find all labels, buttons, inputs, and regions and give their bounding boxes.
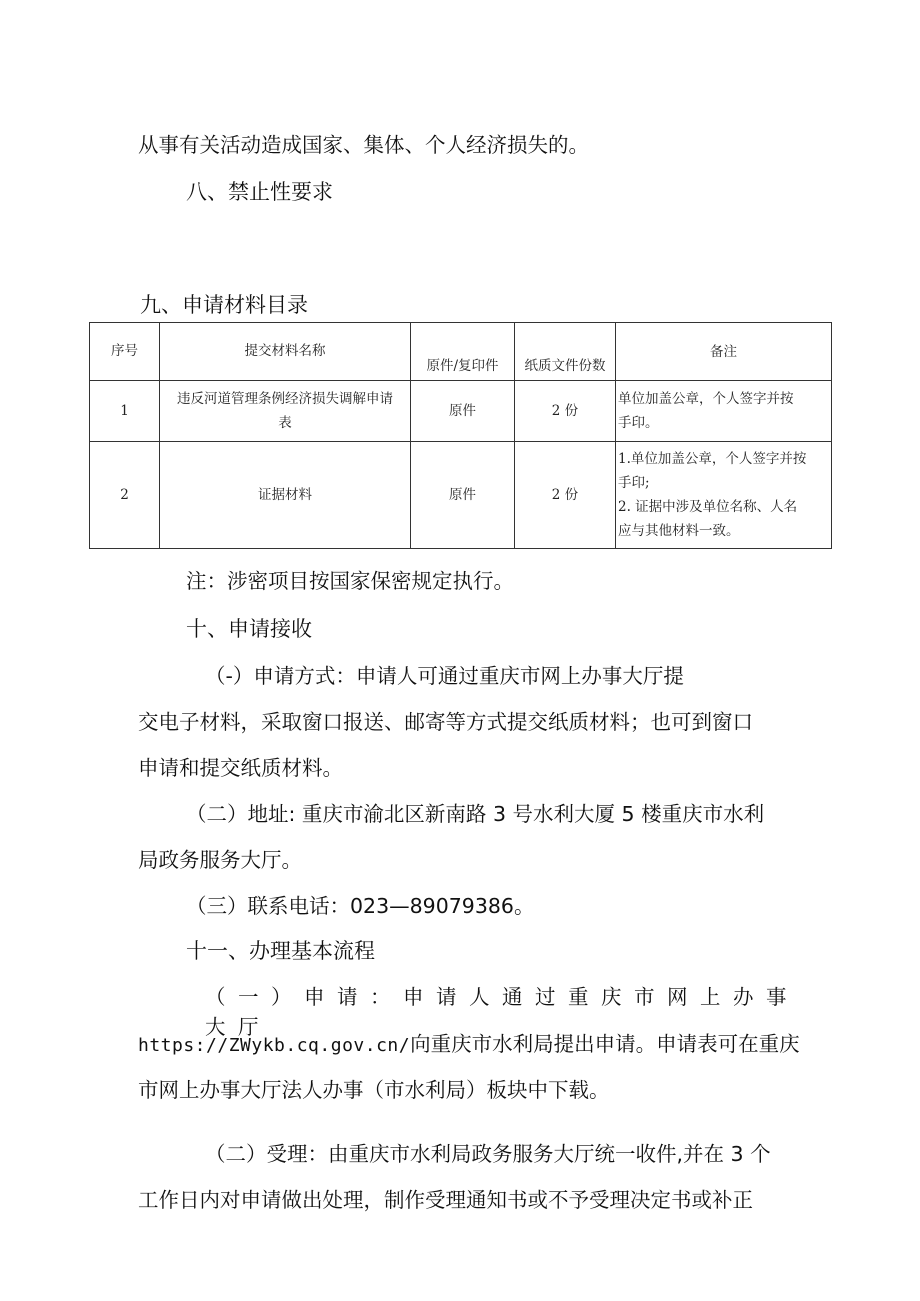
table-row: [90, 381, 832, 442]
header-paper-copies: 纸质文件份数: [515, 323, 616, 381]
flow-accept-line1: （二）受理：由重庆市水利局政务服务大厅统一收件,并在 3 个: [205, 1142, 771, 1166]
section-10-heading: 十、申请接收: [186, 617, 312, 641]
remark-line: 1.单位加盖公章，个人签字并按: [618, 451, 807, 467]
materials-table: [89, 322, 832, 549]
header-seq: 序号: [90, 323, 160, 381]
address-line1: （二）地址: 重庆市渝北区新南路 3 号水利大厦 5 楼重庆市水利: [186, 802, 765, 826]
section-8-heading: 八、禁止性要求: [186, 180, 333, 204]
paragraph-loss-clause: 从事有关活动造成国家、集体、个人经济损失的。: [138, 133, 589, 157]
flow-apply-text: （一）申请：申请人通过重庆市网上办事大厅: [205, 985, 799, 1039]
apply-method-line3: 申请和提交纸质材料。: [138, 756, 343, 780]
section-9-heading: 九、申请材料目录: [140, 293, 308, 317]
portal-url-link[interactable]: https://ZWykb.cq.gov.cn/: [138, 1035, 411, 1056]
flow-apply-line2-text: 向重庆市水利局提出申请。申请表可在重庆: [410, 1032, 800, 1056]
note-classified: 注：涉密项目按国家保密规定执行。: [186, 569, 514, 593]
header-material-name: 提交材料名称: [160, 323, 411, 381]
remark-line: 手印。: [618, 415, 659, 431]
header-original-copy: 原件/复印件: [411, 323, 515, 381]
row-remark: [616, 381, 832, 442]
address-line2: 局政务服务大厅。: [138, 848, 302, 872]
remark-line: 应与其他材料一致。: [618, 523, 740, 539]
row-seq: 1: [90, 381, 160, 442]
row-seq: 2: [90, 442, 160, 549]
header-remark: 备注: [616, 323, 832, 381]
remark-line: 2. 证据中涉及单位名称、人名: [618, 499, 798, 515]
contact-phone: （三）联系电话：023—89079386。: [186, 894, 535, 918]
remark-line: 手印;: [618, 475, 650, 491]
remark-line: 单位加盖公章，个人签字并按: [618, 391, 794, 407]
row-paper-copies: 2 份: [515, 442, 616, 549]
table-row: [90, 442, 832, 549]
row-remark: [616, 442, 832, 549]
flow-apply-line2: [138, 1029, 832, 1061]
material-name-line: 违反河道管理条例经济损失调解申请: [177, 391, 393, 407]
row-paper-copies: 2 份: [515, 381, 616, 442]
flow-accept-line2: 工作日内对申请做出处理，制作受理通知书或不予受理决定书或补正: [138, 1188, 753, 1212]
row-original-copy: 原件: [411, 381, 515, 442]
material-name-line: 表: [278, 415, 292, 431]
table-header-row: [90, 323, 832, 381]
apply-method-line1: （-）申请方式：申请人可通过重庆市网上办事大厅提: [205, 664, 684, 688]
row-original-copy: 原件: [411, 442, 515, 549]
section-11-heading: 十一、办理基本流程: [186, 939, 375, 963]
row-material-name: [160, 381, 411, 442]
row-material-name: 证据材料: [160, 442, 411, 549]
flow-apply-line3: 市网上办事大厅法人办事（市水利局）板块中下载。: [138, 1078, 610, 1102]
apply-method-line2: 交电子材料，采取窗口报送、邮寄等方式提交纸质材料；也可到窗口: [138, 710, 753, 734]
